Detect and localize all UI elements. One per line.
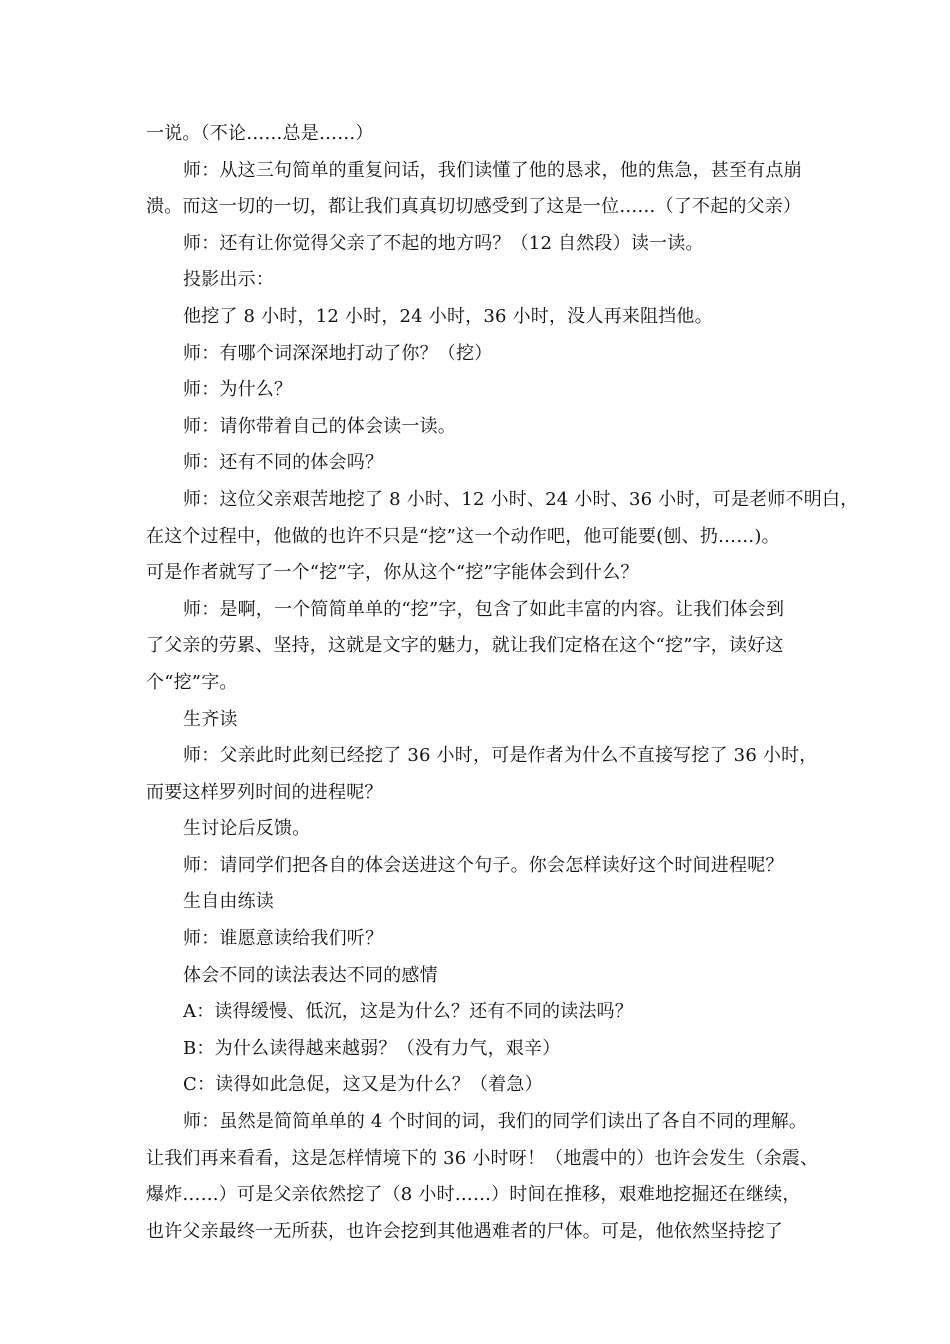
paragraph-line: 师：从这三句简单的重复问话，我们读懂了他的恳求，他的焦急，甚至有点崩 [183,159,802,181]
paragraph-line: 他挖了 8 小时，12 小时，24 小时，36 小时，没人再来阻挡他。 [183,305,713,327]
paragraph-line: 师：为什么？ [183,379,293,401]
paragraph-line: 个“挖”字。 [146,671,238,693]
paragraph-line: 生自由练读 [183,891,274,913]
paragraph-line: 师：是啊，一个简简单单的“挖”字，包含了如此丰富的内容。让我们体会到 [183,598,785,620]
paragraph-line: 师：虽然是简简单单的 4 个时间的词，我们的同学们读出了各自不同的理解。 [183,1111,808,1133]
paragraph-line: 师：这位父亲艰苦地挖了 8 小时、12 小时、24 小时、36 小时，可是老师不明白， [183,488,859,510]
paragraph-line: 在这个过程中，他做的也许不只是“挖”这一个动作吧，他可能要(刨、扔……)。 [146,525,780,547]
paragraph-line: B：为什么读得越来越弱？（没有力气，艰辛） [183,1037,561,1059]
paragraph-line: 溃。而这一切的一切，都让我们真真切切感受到了这是一位……（了不起的父亲） [146,196,802,218]
paragraph-line: 师：请同学们把各自的体会送进这个句子。你会怎样读好这个时间进程呢？ [183,854,784,876]
paragraph-line: 体会不同的读法表达不同的感情 [183,964,438,986]
paragraph-line: 师：谁愿意读给我们听？ [183,928,384,950]
paragraph-line: A：读得缓慢、低沉，这是为什么？还有不同的读法吗？ [183,1001,633,1023]
paragraph-line: 了父亲的劳累、坚持，这就是文字的魅力，就让我们定格在这个“挖”字，读好这 [146,635,784,657]
paragraph-line: 可是作者就写了一个“挖”字，你从这个“挖”字能体会到什么？ [146,562,639,584]
paragraph-line: 爆炸……）可是父亲依然挖了（8 小时……）时间在推移，艰难地挖掘还在继续， [146,1184,801,1206]
paragraph-line: 一说。（不论……总是……） [146,123,374,144]
paragraph-line: 投影出示： [183,269,274,291]
paragraph-line: 也许父亲最终一无所获，也许会挖到其他遇难者的尸体。可是，他依然坚持挖了 [146,1220,783,1242]
paragraph-line: 生讨论后反馈。 [183,818,311,840]
paragraph-line: 而要这样罗列时间的进程呢？ [146,781,383,803]
paragraph-line: 师：有哪个词深深地打动了你？（挖） [183,342,493,364]
paragraph-line: 师：父亲此时此刻已经挖了 36 小时，可是作者为什么不直接写挖了 36 小时， [183,745,818,767]
paragraph-line: C：读得如此急促，这又是为什么？（着急） [183,1074,543,1096]
paragraph-line: 师：还有不同的体会吗？ [183,452,384,474]
paragraph-line: 师：请你带着自己的体会读一读。 [183,415,456,437]
paragraph-line: 师：还有让你觉得父亲了不起的地方吗？（12 自然段）读一读。 [183,232,704,254]
paragraph-line: 让我们再来看看，这是怎样情境下的 36 小时呀！（地震中的）也许会发生（余震、 [146,1147,819,1169]
document-body [146,116,859,1250]
paragraph-line: 生齐读 [183,708,238,730]
